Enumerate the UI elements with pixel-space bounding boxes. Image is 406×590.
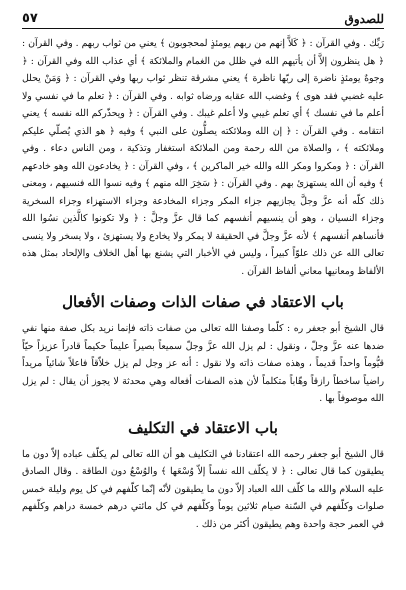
page-header bbox=[22, 6, 384, 29]
chapter-1-paragraph: قال الشيخ أبو جعفر ره : كلّما وصفنا الله تعالى من صفات ذاته فإنما نريد بكل صفة منها نفي ضدها عنه عزَّ وجلّ ، ونقول : لم يزل الله عزَّ وجلّ سميعاً بصيراً عليماً حكيماً قادراً عزيزاً حيّاً قيُّوماً واحداً قديماً ، وهذه صفات ذاته ولا نقول : أنه عز وجل لم يزل خلاّقاً فاعلاً شائياً مريداً راضياً ساخطاً رازقاً وهّاباً متكلماً لأن هذه الصفات أفعاله وهي محدثة لا يجوز أن يقال : لم يزل الله موصوفاً بها . bbox=[22, 323, 384, 404]
intro-paragraph: رَبِّك . وفي القرآن : ﴿ كَلاَّ إنهم من ربهم يومئذٍ لمحجوبون ﴾ يعني من ثواب ربهم . وفي القرآن : ﴿ هل ينظرون إلاَّ أن يأتيهم الله في ظلل من الغمام والملائكة ﴾ أي عذاب الله وفي القرآن : ﴿ وجوهٌ يومئذٍ ناضرة إلى ربّها ناظرة ﴾ يعني مشرقة تنظر ثواب ربها وفي القرآن : ﴿ وَمَنْ يحلل عليه غضبي فقد هوى ﴾ وغضب الله عقابه ورضاه ثوابه . وفي القرآن : ﴿ تعلم ما في نفسي ولا أعلم ما في نفسك ﴾ أي تعلم غيبي ولا أعلم غيبك . وفي القرآن : ﴿ ويحذّركم الله نفسه ﴾ يعني انتقامه . وفي القرآن : ﴿ إن الله وملائكته يصلُّون على النبي ﴾ وفيه ﴿ هو الذي يُصلّي عليكم وملائكته ﴾ ، والصلاة من الله رحمة ومن الملائكة استغفار وتذكية ، ومن الناس دعاء . وفي القرآن : ﴿ ومكروا ومكر الله والله خير الماكرين ﴾ ، وفي القرآن : ﴿ يخادعون الله وهو خادعهم ﴾ وفيه أن الله يستهزئ بهم . وفي القرآن : ﴿ سَخِرَ الله منهم ﴾ وفيه نسوا الله فنسيهم ، ومعنى ذلك كلّه أنه عزَّ وجلَّ يجازيهم جزاء المكر وجزاء المخادعة وجزاء الاستهزاء وجزاء السخرية وجزاء النسيان ، وهو أن ينسيهم أنفسهم كما قال عزَّ وجلَّ : ﴿ ولا تكونوا كالَّذين نسُوا الله فأنساهم أنفسهم ﴾ لأنه عزَّ وجلَّ في الحقيقة لا يمكر ولا يخادع ولا يستهزئ ، ولا يسخر ولا ينسى تعالى الله عن ذلك علوّاً كبيراً ، وليس في الأخبار التي يشنع بها أهل الخلاف والإلحاد بمثل هذه الألفاظ ومعانيها معاني ألفاظ القرآن . bbox=[22, 38, 384, 277]
chapter-2-paragraph: قال الشيخ أبو جعفر رحمه الله اعتقادنا في التكليف هو أن الله تعالى لم يكلّف عباده إلاّ دون ما يطيقون كما قال تعالى : ﴿ لا يكلّف الله نفساً إلاّ وُسْعَها ﴾ والوُسْعُ دون الطاقة . وقال الصادق عليه السلام والله ما كلّف الله العباد إلاّ دون ما يطيقون لأنّه إنّما كلّفهم في كل يوم وليلة خمس صلوات وكلّفهم في السّنة صيام ثلاثين يوماً وكلّفهم في كل مائتي درهم خمسة دراهم وكلّفهم في العمر حجة واحدة وهم يطيقون أكثر من ذلك . bbox=[22, 448, 384, 530]
running-title: للصدوق bbox=[344, 12, 384, 26]
chapter-heading-attributes: باب الاعتقاد في صفات الذات وصفات الأفعال bbox=[62, 293, 344, 311]
page-number: ٥٧ bbox=[22, 11, 38, 26]
chapter-heading-obligation: باب الاعتقاد في التكليف bbox=[128, 418, 278, 437]
